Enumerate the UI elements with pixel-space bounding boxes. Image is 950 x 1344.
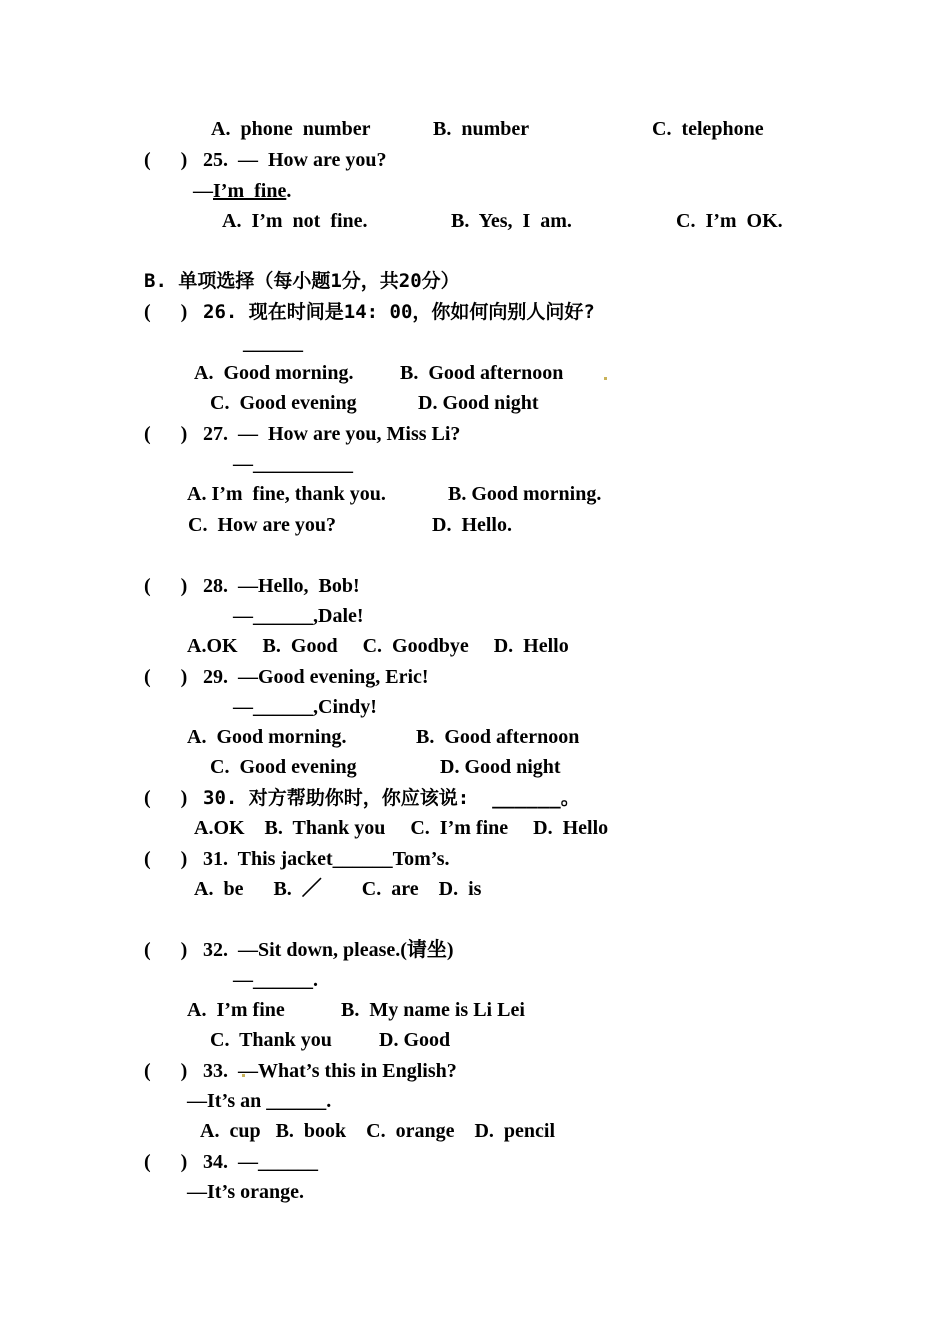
q30-paren: ( ) xyxy=(144,787,188,809)
q28-options: A.OK B. Good C. Goodbye D. Hello xyxy=(187,635,569,657)
q32-option-b: B. My name is Li Lei xyxy=(341,999,525,1021)
q25-option-b: B. Yes, I am. xyxy=(451,210,572,232)
q24-option-b: B. number xyxy=(433,118,530,140)
q26-option-a: A. Good morning. xyxy=(194,362,354,384)
q27-stem: 27. — How are you, Miss Li? xyxy=(203,423,461,445)
q25-dialog-end: . xyxy=(286,180,292,202)
q32-option-d: D. Good xyxy=(379,1029,451,1051)
q28-stem: 28. —Hello, Bob! xyxy=(203,575,360,597)
q33-stem: 33. —What’s this in English? xyxy=(203,1060,457,1082)
q31-stem: 31. This jacket______Tom’s. xyxy=(203,848,450,870)
q26-paren: ( ) xyxy=(144,301,188,323)
q33-paren: ( ) xyxy=(144,1060,188,1082)
q29-option-c: C. Good evening xyxy=(210,756,357,778)
q26-stem: 26. 现在时间是14: 00，你如何向别人问好? xyxy=(203,301,595,323)
q24-option-a: A. phone number xyxy=(211,118,371,140)
q27-option-d: D. Hello. xyxy=(432,514,512,536)
q30-stem: 30. 对方帮助你时，你应该说: ______。 xyxy=(203,787,580,809)
q26-blank: ______ xyxy=(243,332,303,354)
q25-option-c: C. I’m OK. xyxy=(676,210,783,232)
q27-option-a: A. I’m fine, thank you. xyxy=(187,483,386,505)
q29-reply: —______,Cindy! xyxy=(233,696,377,718)
q29-stem: 29. —Good evening, Eric! xyxy=(203,666,429,688)
q26-option-d: D. Good night xyxy=(418,392,539,414)
q29-paren: ( ) xyxy=(144,666,188,688)
q33-options: A. cup B. book C. orange D. pencil xyxy=(200,1120,556,1142)
q28-paren: ( ) xyxy=(144,575,188,597)
q27-option-b: B. Good morning. xyxy=(448,483,602,505)
scan-speck xyxy=(604,377,607,380)
q30-options: A.OK B. Thank you C. I’m fine D. Hello xyxy=(194,817,609,839)
q31-options: A. be B. ／ C. are D. is xyxy=(194,878,482,900)
q32-stem: 32. —Sit down, please.(请坐) xyxy=(203,939,454,961)
q25-paren: ( ) xyxy=(144,149,188,171)
q34-stem: 34. —______ xyxy=(203,1151,318,1173)
q29-option-a: A. Good morning. xyxy=(187,726,347,748)
q32-option-c: C. Thank you xyxy=(210,1029,332,1051)
q24-option-c: C. telephone xyxy=(652,118,764,140)
q31-paren: ( ) xyxy=(144,848,188,870)
q27-paren: ( ) xyxy=(144,423,188,445)
q32-paren: ( ) xyxy=(144,939,188,961)
q26-option-b: B. Good afternoon xyxy=(400,362,564,384)
q33-reply: —It’s an ______. xyxy=(187,1090,332,1112)
q29-option-d: D. Good night xyxy=(440,756,561,778)
q27-blank: —__________ xyxy=(233,453,353,475)
q29-option-b: B. Good afternoon xyxy=(416,726,580,748)
q34-paren: ( ) xyxy=(144,1151,188,1173)
q25-dialog-answer: I’m fine xyxy=(213,180,287,202)
q25-option-a: A. I’m not fine. xyxy=(222,210,368,232)
q27-option-c: C. How are you? xyxy=(188,514,336,536)
q25-dialog xyxy=(193,179,291,203)
q32-reply: —______. xyxy=(233,969,318,991)
q25-stem: 25. — How are you? xyxy=(203,149,387,171)
q34-reply: —It’s orange. xyxy=(187,1181,305,1203)
q28-reply: —______,Dale! xyxy=(233,605,364,627)
q25-dialog-dash: — xyxy=(193,180,213,202)
q26-option-c: C. Good evening xyxy=(210,392,357,414)
q32-option-a: A. I’m fine xyxy=(187,999,285,1021)
section-title: B. 单项选择（每小题1分，共20分） xyxy=(144,270,460,292)
